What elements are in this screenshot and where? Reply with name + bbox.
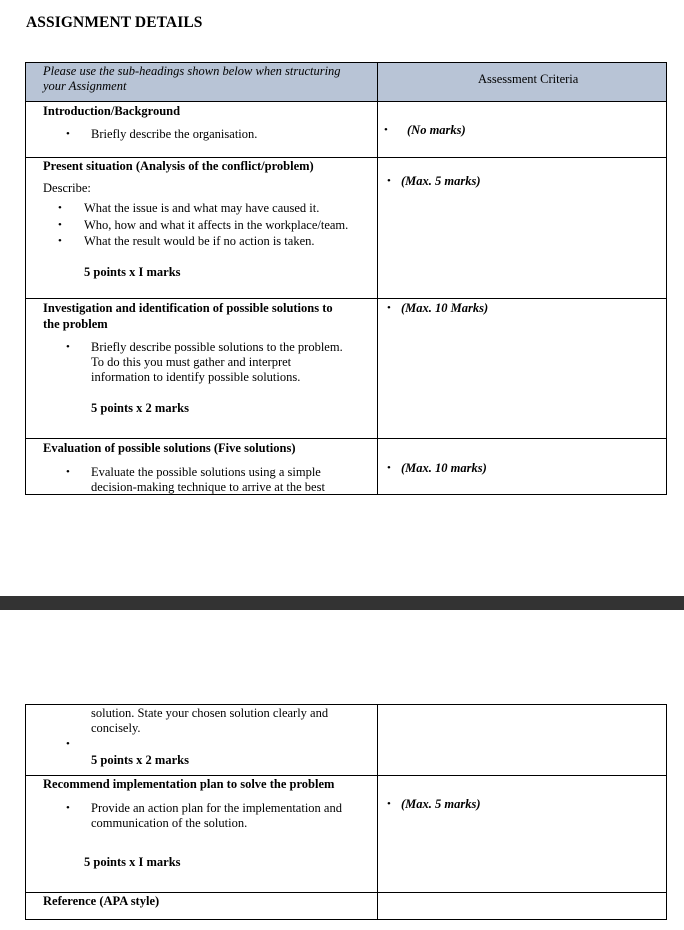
present-heading: Present situation (Analysis of the conflict/problem) [43,159,314,173]
investigation-item-1-line3: information to identify possible solutions. [91,370,301,384]
intro-heading: Introduction/Background [43,104,181,118]
intro-item-1: Briefly describe the organisation. [91,127,258,141]
bullet-icon: • [387,302,391,314]
investigation-item-1-line2: To do this you must gather and interpret [91,355,292,369]
bullet-icon: • [66,128,70,140]
bullet-icon: • [387,462,391,474]
investigation-criteria: (Max. 10 Marks) [401,301,489,315]
investigation-heading-line2: the problem [43,317,108,331]
evaluation-cont-line1: solution. State your chosen solution clearly and [91,706,329,720]
reference-heading: Reference (APA style) [43,894,160,908]
bullet-icon: • [387,798,391,810]
header-instruction-line1: Please use the sub-headings shown below when structuring [43,64,341,78]
evaluation-item-1-line1: Evaluate the possible solutions using a simple [91,465,321,479]
bullet-icon: • [66,466,70,478]
bullet-icon: • [66,341,70,353]
intro-criteria: (No marks) [407,123,466,137]
recommend-points: 5 points x I marks [84,855,181,869]
present-points: 5 points x I marks [84,265,181,279]
bullet-icon: • [58,202,62,214]
recommend-item-1-line2: communication of the solution. [91,816,248,830]
investigation-heading-line1: Investigation and identification of possible solutions to [43,301,333,315]
page-break-bar [0,596,684,610]
evaluation-item-1-line2: decision-making technique to arrive at the best [91,480,325,494]
present-item-3: What the result would be if no action is taken. [84,234,315,248]
evaluation-criteria: (Max. 10 marks) [401,461,487,475]
recommend-heading: Recommend implementation plan to solve the problem [43,777,335,791]
bullet-icon: • [58,235,62,247]
evaluation-cont-line2: concisely. [91,721,141,735]
investigation-points: 5 points x 2 marks [91,401,189,415]
evaluation-points: 5 points x 2 marks [91,753,189,767]
bullet-icon: • [384,124,388,136]
bullet-icon: • [66,738,70,750]
bullet-icon: • [387,175,391,187]
present-item-1: What the issue is and what may have caused it. [84,201,320,215]
evaluation-heading: Evaluation of possible solutions (Five solutions) [43,441,296,455]
present-describe: Describe: [43,181,91,195]
present-criteria: (Max. 5 marks) [401,174,481,188]
recommend-criteria: (Max. 5 marks) [401,797,481,811]
present-item-2: Who, how and what it affects in the workplace/team. [84,218,349,232]
bullet-icon: • [66,802,70,814]
page-title: ASSIGNMENT DETAILS [26,14,203,31]
header-assessment-criteria: Assessment Criteria [478,72,579,86]
bullet-icon: • [58,219,62,231]
investigation-item-1-line1: Briefly describe possible solutions to the problem. [91,340,343,354]
recommend-item-1-line1: Provide an action plan for the implementation and [91,801,342,815]
header-instruction-line2: your Assignment [43,79,127,93]
